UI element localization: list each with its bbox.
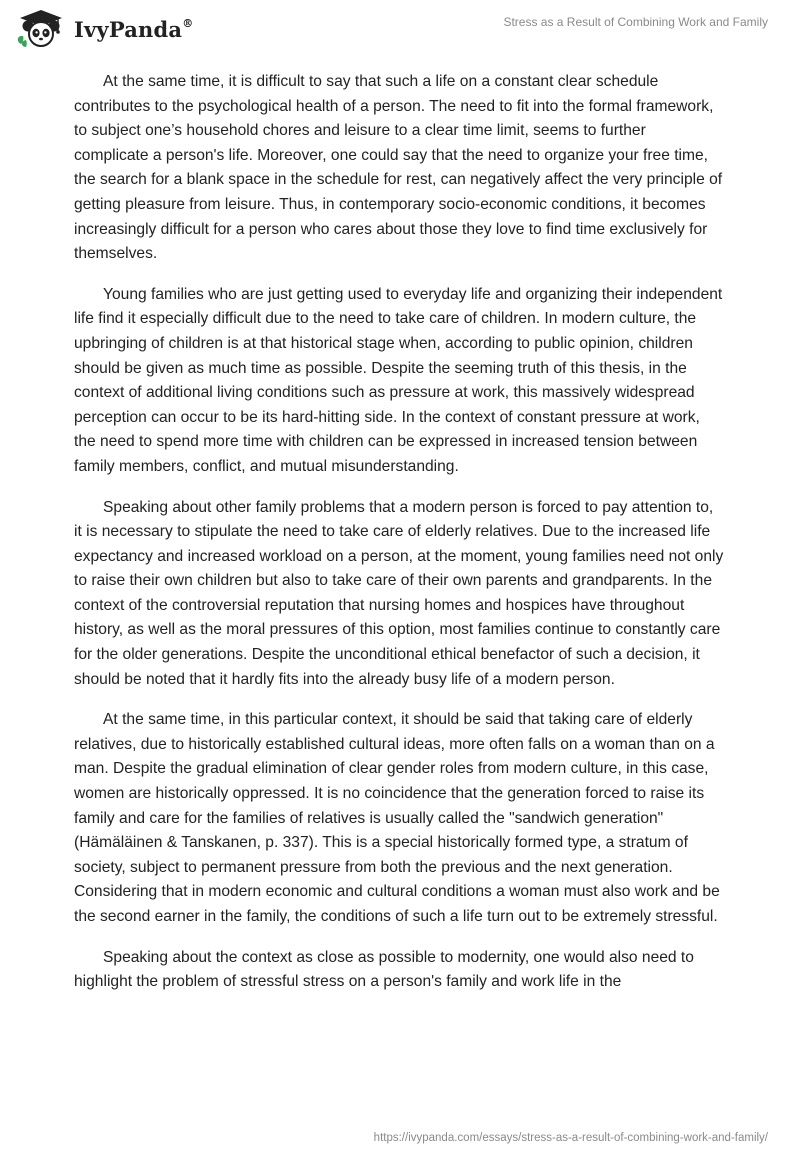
paragraph: Speaking about other family problems that a modern person is forced to pay attention to, it is necessary to stipulate the need to take care of elderly relatives. Due to the increased life expectancy and increased workload on a person, at the moment, young families need not only to raise their own children but also to take care of their own parents and grandparents. In the context of the controversial reputation that nursing homes and hospices have throughout history, as well as the moral pressures of this option, most families continue to constantly care for the older generations. Despite the unconditional ethical benefactor of such a decision, it should be noted that it hardly fits into the already busy life of a modern person. <box>74 498 724 688</box>
ivypanda-logo[interactable] <box>14 9 193 49</box>
paragraph: Speaking about the context as close as possible to modernity, one would also need to highlight the problem of stressful stress on a person's family and work life in the <box>74 948 694 991</box>
paragraph: Young families who are just getting used to everyday life and organizing their independent life find it especially difficult due to the need to take care of children. In modern culture, the upbringing of children is at that historical stage when, according to public opinion, children should be given as much time as possible. Despite the seeming truth of this thesis, in the context of additional living conditions such as pressure at work, this massively widespread perception can occur to be its hard-hitting side. In the context of constant pressure at work, the need to spend more time with children can be expressed in increased tension between family members, conflict, and mutual misunderstanding. <box>74 285 723 475</box>
paragraph: At the same time, it is difficult to say that such a life on a constant clear schedule contributes to the psychological health of a person. The need to fit into the formal framework, to subject one’s household chores and leisure to a clear time limit, seems to further complicate a person's life. Moreover, one could say that the need to organize your free time, the search for a blank space in the schedule for rest, can negatively affect the very principle of getting pleasure from leisure. Thus, in contemporary socio-economic conditions, it becomes increasingly difficult for a person who cares about those they love to find time exclusively for themselves. <box>74 73 723 263</box>
panda-graduate-icon <box>14 9 68 49</box>
source-url: https://ivypanda.com/essays/stress-as-a-result-of-combining-work-and-family/ <box>373 1132 768 1144</box>
paragraph: At the same time, in this particular context, it should be said that taking care of elderly relatives, due to historically established cultural ideas, more often falls on a woman than on a man. Despite the gradual elimination of clear gender roles from modern culture, in this case, women are historically oppressed. It is no coincidence that the generation forced to raise its family and care for the families of relatives is usually called the "sandwich generation" (Hämäläinen & Tanskanen, p. 337). This is a special historically formed type, a stratum of society, subject to permanent pressure from both the previous and the next generation. Considering that in modern economic and cultural conditions a woman must also work and be the second earner in the family, the conditions of such a life turn out to be extremely stressful. <box>74 711 720 925</box>
page-header <box>0 0 800 60</box>
essay-body <box>74 70 724 1011</box>
running-title: Stress as a Result of Combining Work and Family <box>503 15 768 29</box>
brand-name: IvyPanda® <box>74 16 194 42</box>
